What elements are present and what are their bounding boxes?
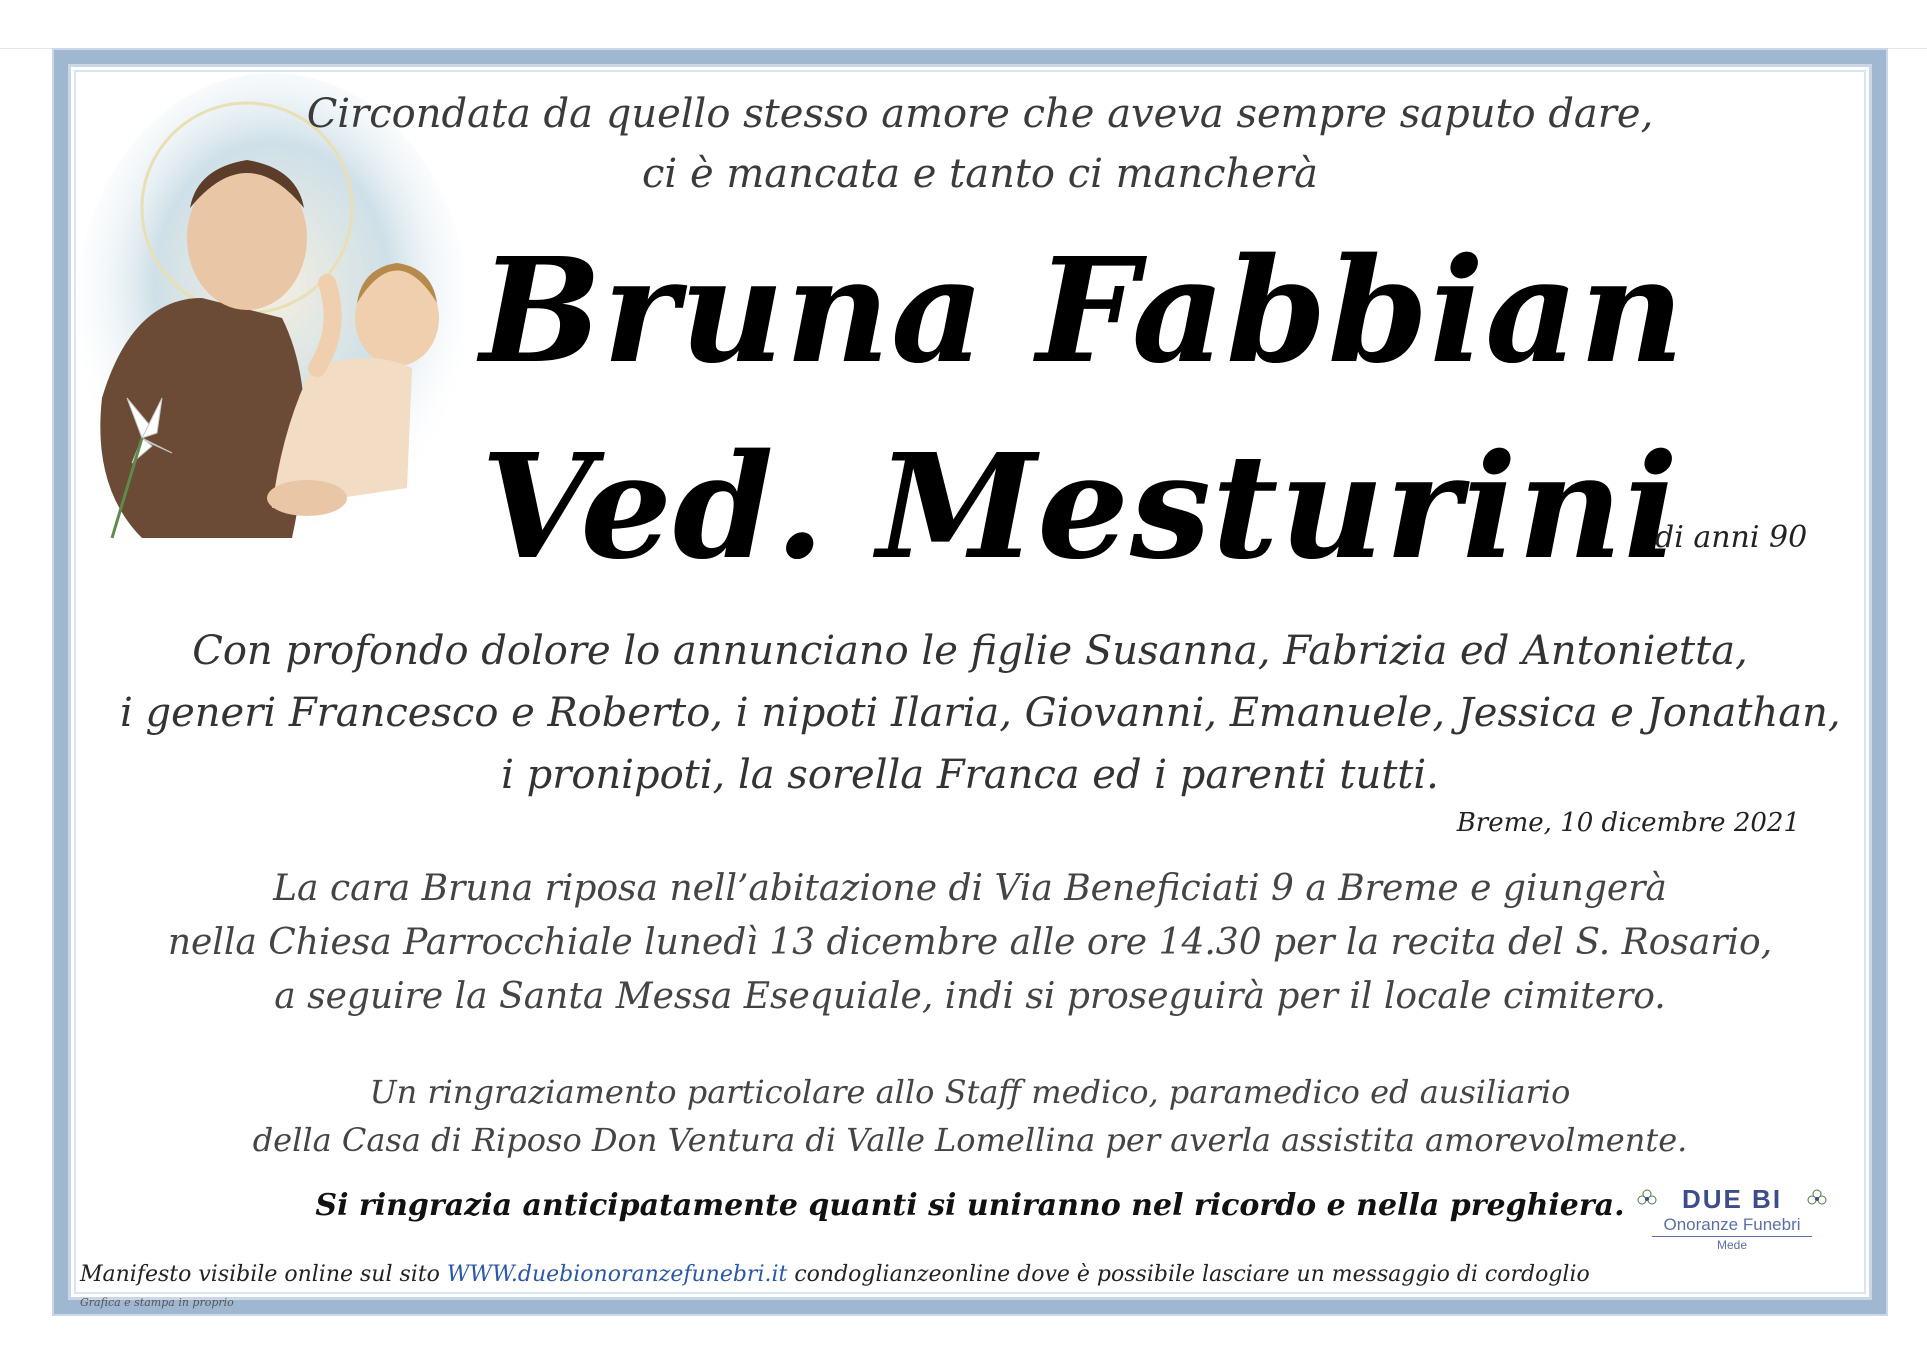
flower-icon [1636,1188,1658,1210]
footer-text-before: Manifesto visibile online sul sito [80,1262,447,1287]
print-credit: Grafica e stampa in proprio [80,1296,234,1309]
place-date: Breme, 10 dicembre 2021 [1456,808,1800,838]
footer-text-after: condoglianzeonline dove è possibile lasciare un messaggio di cordoglio [787,1262,1590,1287]
family-line-3: i pronipoti, la sorella Franca ed i parenti tutti. [501,752,1439,798]
deceased-name: Bruna Fabbian [480,226,1686,395]
funeral-home-logo [1632,1184,1832,1264]
final-thanks: Si ringrazia anticipatamente quanti si uniranno nel ricordo e nella preghiera. [315,1188,1625,1223]
age-label: di anni 90 [1655,520,1808,555]
funeral-line-2: nella Chiesa Parrocchiale lunedì 13 dicembre alle ore 14.30 per la recita del S. Rosario, [167,922,1773,963]
intro-line-1: Circondata da quello stesso amore che aveva sempre saputo dare, [306,91,1654,137]
funeral-line-3: a seguire la Santa Messa Esequiale, indi si proseguirà per il locale cimitero. [274,976,1666,1017]
website-link[interactable]: WWW.duebionoranzefunebri.it [446,1262,788,1287]
deceased-married-name: Ved. Mesturini [480,422,1680,591]
flower-icon [1806,1188,1828,1210]
logo-town: Mede [1716,1238,1748,1252]
top-rule [0,48,1927,49]
funeral-line-1: La cara Bruna riposa nell’abitazione di Via Beneficiati 9 a Breme e giungerà [273,868,1667,909]
family-line-2: i generi Francesco e Roberto, i nipoti Ilaria, Giovanni, Emanuele, Jessica e Jonathan, [120,690,1841,736]
family-line-1: Con profondo dolore lo annunciano le figlie Susanna, Fabrizia ed Antonietta, [192,628,1748,674]
footer-note [80,1262,1590,1287]
intro-line-2: ci è mancata e tanto ci mancherà [642,151,1318,197]
logo-subtitle: Onoranze Funebri [1652,1214,1812,1237]
thanks-line-1: Un ringraziamento particolare allo Staff medico, paramedico ed ausiliario [369,1073,1571,1111]
thanks-line-2: della Casa di Riposo Don Ventura di Valle Lomellina per averla assistita amorevolmente. [252,1121,1688,1159]
logo-title: DUE BI [1681,1184,1783,1214]
